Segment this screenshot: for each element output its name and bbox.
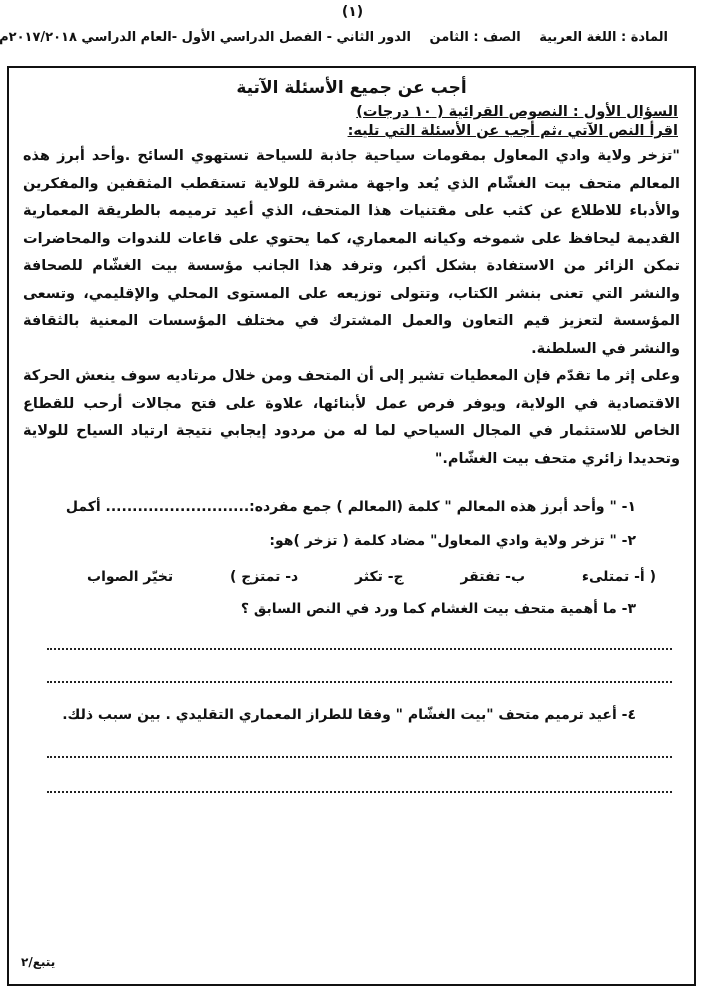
page-number: (١) (342, 4, 365, 20)
choice-b: ب- تفتقر (461, 569, 527, 585)
question-3: ٣- ما أهمية متحف بيت الغشام كما ورد في النص السابق ؟ (241, 601, 637, 617)
answer-line (48, 755, 673, 758)
question-2: ٢- " تزخر ولاية وادي المعاول" مضاد كلمة ( تزخر )هو: (270, 533, 637, 549)
continued-note: يتبع/٢ (22, 955, 57, 969)
header-session: الدور الثاني - الفصل الدراسي الأول -العام الدراسي ٢٠١٧/٢٠١٨م (0, 30, 413, 45)
header-subject: المادة : اللغة العربية (540, 30, 669, 45)
question-1: ١- " وأحد أبرز هذه المعالم " كلمة (المعالم ) جمع مفرده:........................... أكمل (66, 499, 637, 515)
answer-line (48, 790, 673, 793)
choice-a: ( أ- تمتلىء (582, 569, 657, 585)
answer-line (48, 647, 673, 650)
exam-content (18, 78, 687, 793)
main-heading: أجب عن جميع الأسئلة الآتية (237, 78, 468, 98)
question-4: ٤- أعيد ترميم متحف "بيت الغشّام " وفقا للطراز المعماري التقليدي . بين سبب ذلك. (63, 707, 637, 723)
question-2-choices (18, 569, 687, 585)
question-one-title: السؤال الأول : النصوص القرائية ( ١٠ درجات) (357, 104, 679, 120)
choice-instruction: تخيّر الصواب (88, 569, 175, 585)
header-grade: الصف : الثامن (430, 30, 522, 45)
passage-paragraph-1: "تزخر ولاية وادي المعاول بمقومات سياحية جاذبة للسياحة تستهوي السائح .وأحد أبرز هذه المعالم متحف بيت الغشّام الذي يُعد واجهة مشرقة للولاية تستقطب المثقفين والمفكرين والأدباء للاطلاع عن كثب على مقتنيات هذا المتحف، الذي أعيد ترميمه بالطريقة المعمارية القديمة ليحافظ على شموخه وكيانه المعماري، كما يحتوي على قاعات للندوات والمحاضرات تمكن الزائر من الاستفادة بشكل أكبر، وترفد هذا الجانب مؤسسة بيت الغشّام للصحافة والنشر التي تعنى بنشر الكتاب، وتتولى توزيعه على المستوى المحلي والإقليمي، وتسعى المؤسسة لتعزيز قيم التعاون والعمل المشترك في مختلف المؤسسات المعنية بالثقافة والنشر في السلطنة. (24, 148, 681, 357)
reading-instruction: اقرأ النص الآتي ،ثم أجب عن الأسئلة التي تليه: (348, 123, 679, 139)
choice-d: د- تمتزج ) (230, 569, 300, 585)
passage-paragraph-2: وعلى إثر ما تقدّم فإن المعطيات تشير إلى أن المتحف ومن خلال مرتاديه سوف ينعش الحركة الاقتصادية في الولاية، ويوفر فرص عمل لأبنائها، علاوة على فتح مجالات أرحب للقطاع الخاص للاستثمار في المجال السياحي لما له من مردود إيجابي نتيجة ارتياد السياح للولاية وتحديدا زائري متحف بيت الغشّام." (24, 368, 681, 467)
exam-header (0, 30, 669, 45)
answer-line (48, 680, 673, 683)
choice-c: ج- تكثر (356, 569, 405, 585)
